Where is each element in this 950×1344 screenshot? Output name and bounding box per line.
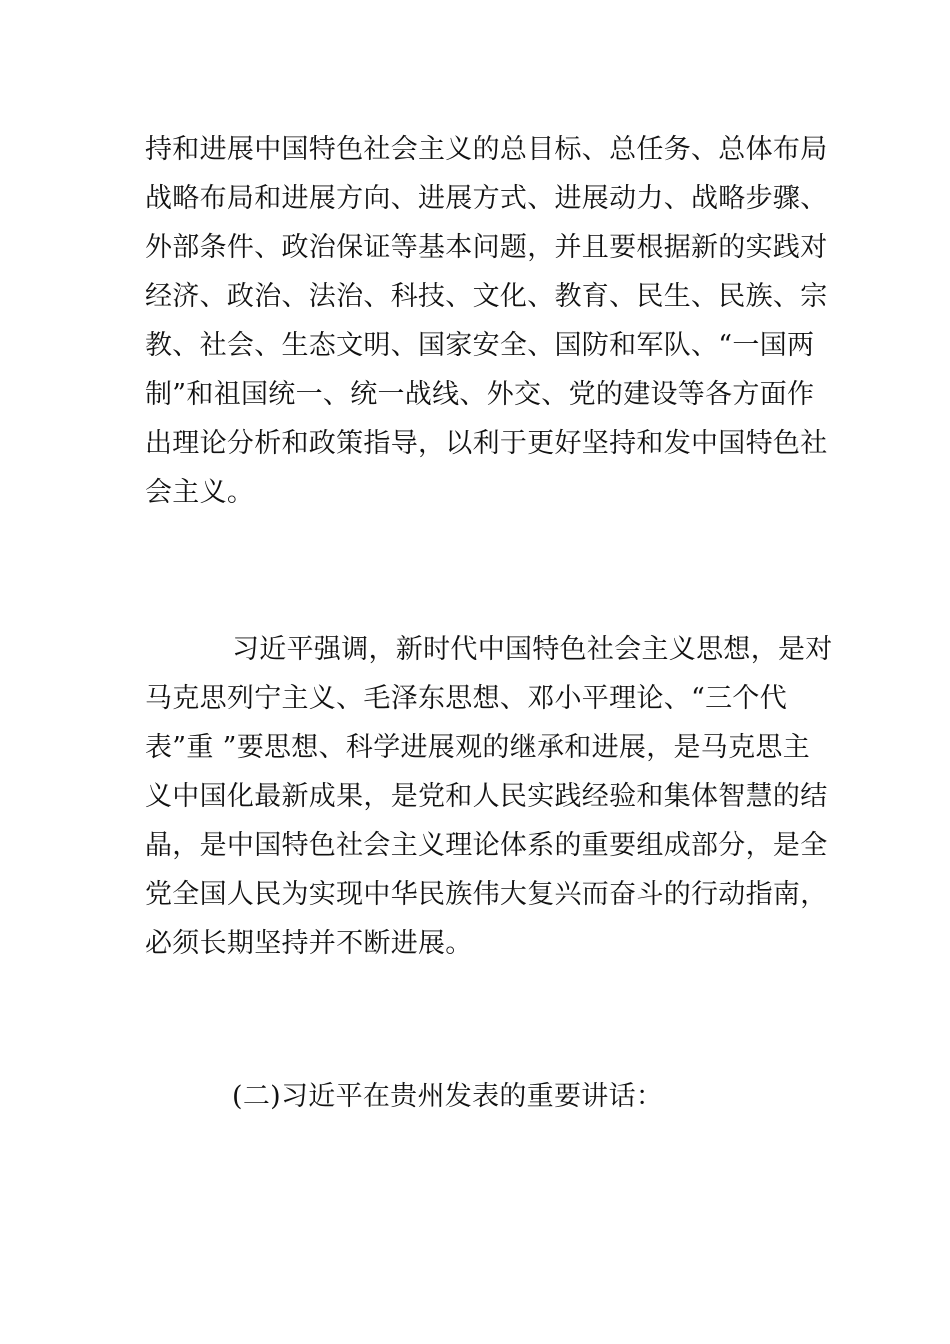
text-line: 义中国化最新成果，是党和人民实践经验和集体智慧的结: [145, 781, 828, 812]
text-line: 党全国人民为实现中华民族伟大复兴而奋斗的行动指南，: [145, 879, 828, 910]
paragraph-2: [145, 625, 833, 968]
heading-text: (二)习近平在贵州发表的重要讲话：: [232, 1081, 664, 1112]
text-line: 经济、政治、法治、科技、文化、教育、民生、民族、宗: [145, 281, 828, 312]
section-heading: [145, 1072, 810, 1121]
paragraph-1: [145, 125, 828, 517]
text-line: 马克思列宁主义、毛泽东思想、邓小平理论、“三个代: [145, 683, 788, 714]
text-line: 教、社会、生态文明、国家安全、国防和军队、“一国两: [145, 330, 815, 361]
text-line: 必须长期坚持并不断进展。: [145, 928, 473, 959]
text-line: 战略布局和进展方向、进展方式、进展动力、战略步骤、: [145, 183, 828, 214]
text-line: 制”和祖国统一、统一战线、外交、党的建设等各方面作: [145, 379, 815, 410]
text-line: 持和进展中国特色社会主义的总目标、总任务、总体布局: [145, 134, 828, 165]
text-line: 习近平强调，新时代中国特色社会主义思想，是对: [232, 634, 833, 665]
text-line: 晶，是中国特色社会主义理论体系的重要组成部分，是全: [145, 830, 828, 861]
text-line: 表”重 ”要思想、科学进展观的继承和进展，是马克思主: [145, 732, 810, 763]
text-line: 出理论分析和政策指导，以利于更好坚持和发中国特色社: [145, 428, 828, 459]
text-line: 会主义。: [145, 477, 255, 508]
text-line: 外部条件、政治保证等基本问题，并且要根据新的实践对: [145, 232, 828, 263]
